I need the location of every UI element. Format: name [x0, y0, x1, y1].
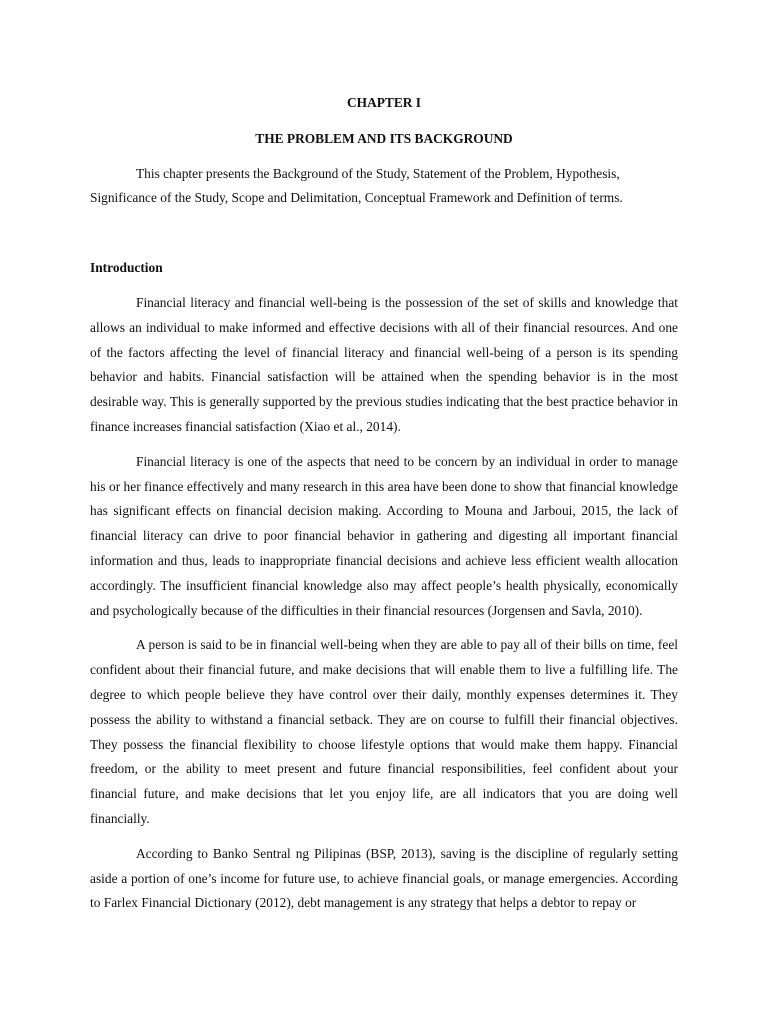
body-paragraph: Financial literacy is one of the aspects that need to be concern by an individual in order to manage his or her finance effectively and many research in this area have been done to show that financial knowledge has significant effects on financial decision making. According to Mouna and Jarboui, 2015, the lack of financial literacy can drive to poor financial behavior in gathering and digesting all important financial information and thus, leads to inappropriate financial decisions and achieve less efficient wealth allocation accordingly. The insufficient financial knowledge also may affect people’s health physically, economically and psychologically because of the difficulties in their financial resources (Jorgensen and Savla, 2010).: [90, 453, 678, 618]
chapter-heading: CHAPTER I: [346, 95, 422, 110]
body-paragraph: A person is said to be in financial well-being when they are able to pay all of their bills on time, feel confident about their financial future, and make decisions that will enable them to live a fulfilling life. The degree to which people believe they have control over their daily, monthly expenses determines it. They possess the ability to withstand a financial setback. They are on course to fulfill their financial objectives. They possess the financial flexibility to choose lifestyle options that would make them happy. Financial freedom, or the ability to meet present and future financial responsibilities, feel confident about your financial future, and make decisions that let you enjoy life, are all indicators that you are doing well financially.: [90, 637, 678, 826]
intro-paragraph: This chapter presents the Background of the Study, Statement of the Problem, Hypothesis, Significance of the Study, Scope and Delimitation, Conceptual Framework and Definition of terms.: [90, 165, 623, 206]
body-paragraph: Financial literacy and financial well-being is the possession of the set of skills and knowledge that allows an individual to make informed and effective decisions with all of their financial resources. And one of the factors affecting the level of financial literacy and financial well-being of a person is its spending behavior and habits. Financial satisfaction will be attained when the spending behavior is in the most desirable way. This is generally supported by the previous studies indicating that the best practice behavior in finance increases financial satisfaction (Xiao et al., 2014).: [90, 294, 678, 434]
page-content: [90, 91, 678, 926]
chapter-title: THE PROBLEM AND ITS BACKGROUND: [255, 130, 513, 146]
body-paragraph: According to Banko Sentral ng Pilipinas (BSP, 2013), saving is the discipline of regularly setting aside a portion of one’s income for future use, to achieve financial goals, or manage emergencies. According to Farlex Financial Dictionary (2012), debt management is any strategy that helps a debtor to repay or: [90, 845, 678, 911]
section-heading-introduction: Introduction: [90, 260, 163, 276]
